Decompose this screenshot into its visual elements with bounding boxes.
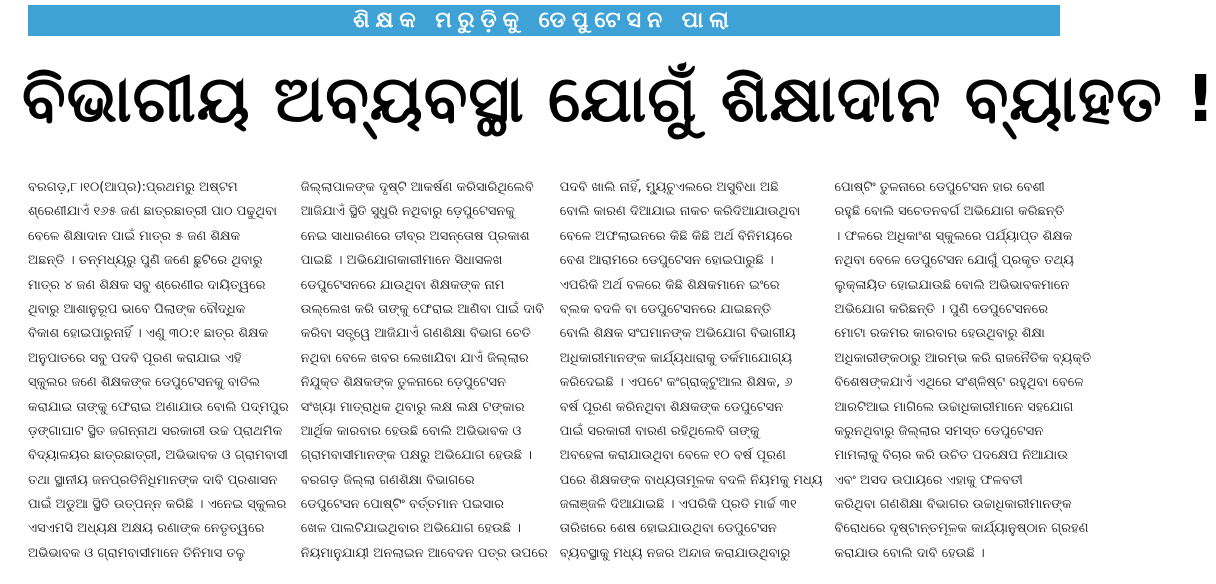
article-body: [28, 176, 1092, 580]
article-line: ବରଗଡ଼ ଜିଲ୍ଲା ଗଣଶିକ୍ଷା ବିଭାଗରେ: [300, 472, 475, 488]
article-line: ଉଲ୍ଲେଖ କରି ତାଙ୍କୁ ଫେରାଇ ଆଣିବା ପାଇଁ ଦାବି: [300, 301, 545, 317]
article-line: ଥିବାରୁ ଆଶାନୁରୂପ ଭାବେ ପିଲାଙ୍କ ବୌଦ୍ଧିକ: [28, 301, 246, 317]
article-line: ବେଳେ ଶିକ୍ଷାଦାନ ପାଇଁ ମାତ୍ର ୫ ଜଣ ଶିକ୍ଷକ: [28, 228, 241, 244]
article-line: ବେଶ ଆରାମରେ ଡେପୁଟେସନ ହୋଇପାରୁଛି ।: [559, 253, 774, 269]
article-line: ଅଧିକାରୀଙ୍କଠାରୁ ଆରମ୍ଭ କରି ରାଜନୈତିକ ବ୍ୟକ୍ତି: [834, 350, 1092, 366]
article-line: ଏପରିକି ଅର୍ଥ ବଳରେ କିଛି ଶିକ୍ଷକମାନେ ଇଂରେ: [559, 277, 780, 293]
article-line: ବ୍ଲକ ବଦଳି ବା ଡେପୁଟେସନରେ ଯାଇଛନ୍ତି: [559, 301, 772, 317]
article-line: ଲୁକ୍ଳାୟିତ ହୋଇଯାଉଛି ବୋଲି ଅଭିଭାବକମାନେ: [834, 277, 1070, 293]
article-line: ନିୟମାନୁଯାୟୀ ଅନଲାଇନ ଆବେଦନ ପତ୍ର ଉପରେ: [300, 545, 548, 561]
article-column-4: [835, 176, 1092, 580]
article-line: ଅଛନ୍ତି । ତନ୍ମଧ୍ୟରୁ ପୁଣି ଜଣେ ଛୁଟିରେ ଥିବାରୁ: [28, 253, 263, 269]
article-line: ନଥିବା ବେଳେ ଖବର ଲେଖାଯିବା ଯାଏଁ ଜିଲ୍ଲାର: [300, 350, 529, 366]
article-line: ଅଭିଯୋଗ କରିଛନ୍ତି । ପୁଣି ଡେପୁଟେସନରେ: [834, 301, 1049, 317]
article-line: ସ୍କୁଲର ଜଣେ ଶିକ୍ଷକଙ୍କ ଡେପୁଟେସନକୁ ବାତିଲ: [28, 375, 261, 391]
article-line: ଆରଟିଆଇ ମାଗିଲେ ଉଚ୍ଚାଧିକାରୀମାନେ ସହଯୋଗ: [834, 399, 1074, 415]
article-line: ନଥିବା ବେଳେ ଡେପୁଟେସନ ଯୋଗୁଁ ପ୍ରକୃତ ତଥ୍ୟ: [834, 253, 1074, 269]
article-line: ବରଗଡ଼,୮।୧୦(ଆପ୍ର):ପ୍ରଥମରୁ ଅଷ୍ଟମ: [28, 180, 238, 195]
article-column-2: [301, 176, 548, 580]
article-line: କରୁନଥିବାରୁ ଜିଲ୍ଲାର ସମସ୍ତ ଡେପୁଟେସନ: [834, 423, 1044, 439]
article-line: ପାଇଁ ଅଡୁଆ ସ୍ଥିତି ଉତ୍ପନ୍ନ କରିଛି । ଏନେଇ ସ୍କୁଲର: [28, 497, 287, 513]
article-line: ବର୍ଷ ପୂରଣ କରିନଥିବା ଶିକ୍ଷକଙ୍କ ଡେପୁଟେସନ: [559, 399, 784, 415]
article-line: ନିଯୁକ୍ତ ଶିକ୍ଷକଙ୍କ ତୁଳନାରେ ଡ଼େପୁଟେସନ: [300, 375, 506, 391]
article-line: ପାଇଛି । ଅଭିଯୋଗକାରୀମାନେ ସିଧାସଳଖ: [300, 253, 503, 269]
article-line: ଜିଲ୍ଲାପାଳଙ୍କ ଦୃଷ୍ଟି ଆକର୍ଷଣ କରିସାରିଥିଲେବି: [300, 180, 534, 195]
article-line: ଅଭିଭାବକ ଓ ଗ୍ରାମବାସୀମାନେ ତିନିମାସ ତଳୁ: [28, 545, 246, 561]
article-line: ଆର୍ଥିକ କାରବାର ହେଉଛି ବୋଲି ଅଭିଭାବକ ଓ: [300, 423, 522, 439]
article-line: । ଫଳରେ ଅଧିକାଂଶ ସ୍କୁଲରେ ପର୍ଯ୍ୟାପ୍ତ ଶିକ୍ଷକ: [834, 228, 1073, 244]
article-line: ଡେପୁଟେସନ ପୋଷ୍ଟିଂ ବର୍ତ୍ତମାନ ପଇସାର: [300, 497, 504, 513]
article-line: ଅଧିକାରୀମାନଙ୍କ କାର୍ଯ୍ୟଧାରାକୁ ତର୍କମାଯୋଗ୍ୟ: [559, 350, 793, 366]
article-line: ତଥା ସ୍ଥାନୀୟ ଜନପ୍ରତିନିଧିମାନଙ୍କ ଦାବି ପ୍ରଶାସନ: [28, 472, 278, 488]
article-line: ବେଳେ ଅଫଲାଇନରେ କିଛି କିଛି ଅର୍ଥ ବିନିମୟରେ: [559, 228, 793, 244]
article-line: ବିକାଶ ହୋଇପାରୁନାହିଁ । ଏଣୁ ୩୦:୧ ଛାତ୍ର ଶିକ୍ଷକ: [28, 326, 269, 342]
article-line: ବ୍ୟବସ୍ଥାକୁ ମଧ୍ୟ ନଜର ଅନ୍ଦାଜ କରାଯାଉଥିବାରୁ: [559, 545, 791, 561]
article-line: ବିରୋଧରେ ଦୃଷ୍ଟାନ୍ତମୂଳକ କାର୍ଯ୍ୟାନୁଷ୍ଠାନ ଗ୍ରହଣ: [834, 521, 1089, 537]
article-line: ତାରିଖରେ ଶେଷ ହୋଇଯାଉଥିବା ଡେପୁଟେସନ: [559, 521, 777, 537]
article-line: କରିଥିବା ଗଣଶିକ୍ଷା ବିଭାଗର ଉଚ୍ଚାଧିକାରୀମାନଙ୍କ: [834, 497, 1072, 513]
article-line: କରିଦେଇଛି । ଏପଟେ କଂଗ୍ରାକ୍ଟୁଆଲ ଶିକ୍ଷକ, ୬: [559, 375, 793, 391]
article-line: କରାଯାଇ ତାଙ୍କୁ ଫେରାଇ ଅଣାଯାଉ ବୋଲି ପଦ୍ମପୁର: [28, 399, 289, 415]
article-line: ବିଶେଷଙ୍କଯାଏଁ ଏଥିରେ ସଂଶ୍ଳିଷ୍ଟ ରହୁଥିବା ବେଳେ: [834, 375, 1084, 391]
article-line: କରାଯାଉ ବୋଲି ଦାବି ହେଉଛି ।: [834, 545, 985, 561]
article-line: ଜଳାଞ୍ଜଳି ଦିଆଯାଇଛି । ଏପରିକି ପ୍ରତି ମାର୍ଚ୍ଚ ୩୧: [559, 497, 797, 513]
kicker-banner: ଶିକ୍ଷକ ମରୁଡ଼ିକୁ ଡେପୁଟେସନ ପାଲା: [28, 5, 1060, 36]
article-line: ପଦବି ଖାଲି ନାହିଁ, ମ୍ୟୁଚୁଏଲରେ ଅସୁବିଧା ଅଛି: [559, 180, 779, 195]
article-line: ଆଜିଯାଏଁ ସ୍ଥିତି ସୁଧୁରି ନଥିବାରୁ ଡ଼େପୁଟେସନକୁ: [300, 204, 515, 220]
article-line: ଗ୍ରାମବାସୀମାନଙ୍କ ପକ୍ଷରୁ ଅଭିଯୋଗ ହେଉଛି ।: [300, 448, 532, 464]
article-line: ମାମଲାକୁ ବିଚାର କରି ଉଚିତ ପଦକ୍ଷେପ ନିଆଯାଉ: [834, 448, 1068, 464]
article-column-3: [560, 176, 823, 580]
article-line: ଏବଂ ଅସଦ ଉପାୟରେ ଏହାକୁ ଫଳବତୀ: [834, 472, 1023, 488]
article-line: ଡ଼ଙ୍ଗାଘାଟ ସ୍ଥିତ ଜଗନ୍ନାଥ ସରକାରୀ ଉଚ୍ଚ ପ୍ରାଥମିକ: [28, 423, 283, 439]
article-line: ଖେଳ ପାଲଟିଯାଇଥିବାର ଅଭିଯୋଗ ହେଉଛି ।: [300, 521, 522, 537]
article-line: ଏସଏମସି ଅଧ୍ୟକ୍ଷ ଅକ୍ଷୟ ରଣାଙ୍କ ନେତୃତ୍ୱରେ: [28, 521, 265, 537]
article-line: ନେଇ ସାଧାରଣରେ ତୀବ୍ର ଅସନ୍ତୋଷ ପ୍ରକାଶ: [300, 228, 530, 244]
article-line: ବିଦ୍ୟାଳୟର ଛାତ୍ରଛାତ୍ରୀ, ଅଭିଭାବକ ଓ ଗ୍ରାମବାସୀ: [28, 448, 288, 464]
article-line: ଅନୁପାତରେ ସବୁ ପଦବି ପୂରଣ କରାଯାଇ ଏହି: [28, 350, 242, 366]
article-line: ସଂଖ୍ୟା ମାତ୍ରାଧିକ ଥିବାରୁ ଲକ୍ଷ ଲକ୍ଷ ଟଙ୍କାର: [300, 399, 525, 415]
article-line: କରିବା ସତ୍ତ୍ୱେ ଆଜିଯାଏଁ ଗଣଶିକ୍ଷା ବିଭାଗ ଚେତି: [300, 326, 531, 342]
article-line: ପରେ ଶିକ୍ଷକଙ୍କ ବାଧ୍ୟତାମୂଳକ ବଦଳି ନିୟମକୁ ମଧ୍ୟ: [559, 472, 823, 488]
article-column-1: [28, 176, 289, 580]
article-line: ବୋଲି କାରଣ ଦିଆଯାଇ ନାକଚ କରିଦିଆଯାଉଥିବା: [559, 204, 801, 220]
article-line: ରହୁଛି ବୋଲି ସଚେତନବର୍ଗ ଅଭିଯୋଗ କରିଛନ୍ତି: [834, 204, 1065, 220]
article-line: ମୋଟା ରକମର କାରବାର ହେଉଥିବାରୁ ଶିକ୍ଷା: [834, 326, 1045, 342]
article-line: ଶ୍ରେଣୀଯାଏଁ ୧୬୫ ଜଣ ଛାତ୍ରଛାତ୍ରୀ ପାଠ ପଢୁଥିବା: [28, 204, 277, 220]
article-line: ଅବହେଳା କରାଯାଉଥିବା ବେଳେ ୧୦ ବର୍ଷ ପୂରଣ: [559, 448, 786, 464]
headline: ବିଭାଗୀୟ ଅବ୍ୟବସ୍ଥା ଯୋଗୁଁ ଶିକ୍ଷାଦାନ ବ୍ୟାହତ !: [22, 63, 1216, 137]
article-line: ପୋଷ୍ଟିଂ ତୁଳନାରେ ଡେପୁଟେସନ ହାର ବେଶୀ: [834, 180, 1045, 195]
article-line: ପାଇଁ ସରକାରୀ ବାରଣ ରହିଥିଲେବି ତାଙ୍କୁ: [559, 423, 760, 439]
article-line: ବୋଲି ଶିକ୍ଷକ ସଂଘମାନଙ୍କ ଅଭିଯୋଗ ବିଭାଗୀୟ: [559, 326, 796, 342]
article-line: ଡେପୁଟେସନରେ ଯାଉଥିବା ଶିକ୍ଷକଙ୍କ ନାମ: [300, 277, 505, 293]
article-line: ମାତ୍ର ୪ ଜଣ ଶିକ୍ଷକ ସବୁ ଶ୍ରେଣୀର ଦାୟିତ୍ୱରେ: [28, 277, 266, 293]
